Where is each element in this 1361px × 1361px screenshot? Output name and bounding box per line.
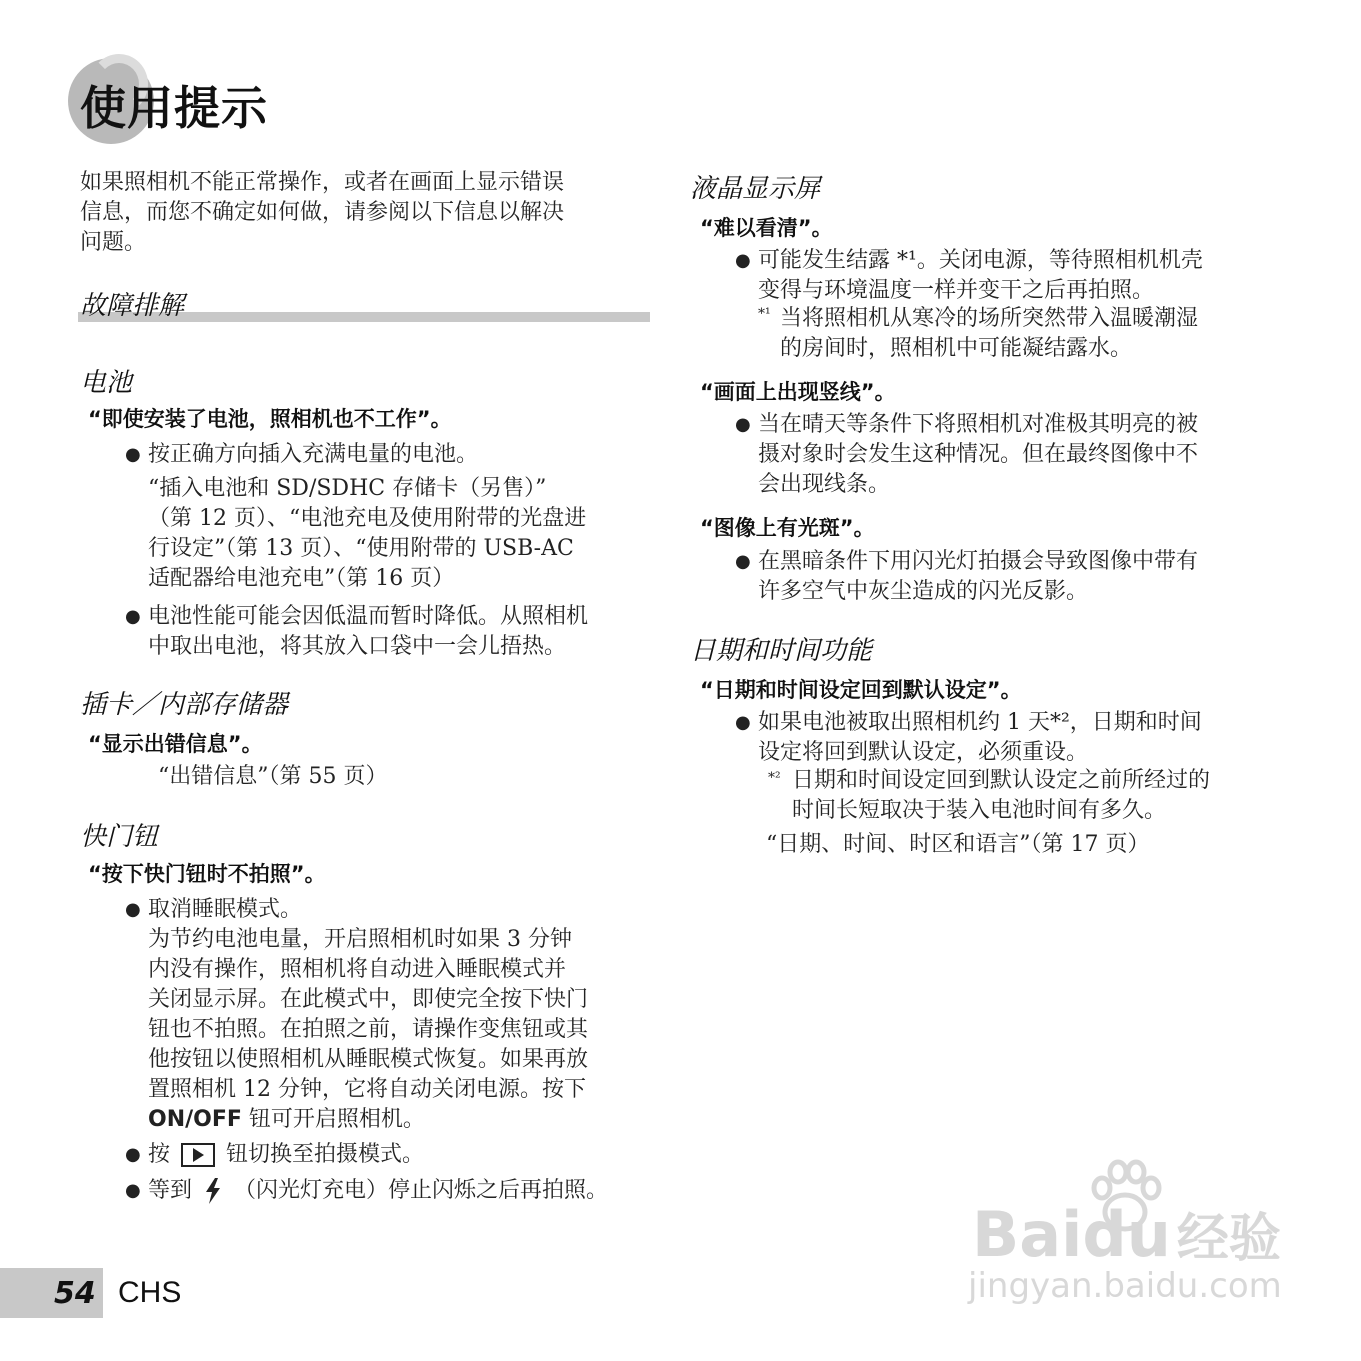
lcd-bullet-3-line: 在黑暗条件下用闪光灯拍摄会导致图像中带有 (758, 549, 1199, 574)
lcd-bullet-2-line: 当在晴天等条件下将照相机对准极其明亮的被 (758, 412, 1199, 437)
shutter-bullet-3 (148, 1176, 608, 1206)
lcd-bullet-1 (758, 246, 1203, 306)
watermark-brand-cn: 经验 (1176, 1209, 1281, 1269)
onoff-button-label: ON/OFF (148, 1107, 242, 1132)
intro-line: 问题。 (80, 230, 147, 255)
playback-button-icon (181, 1143, 215, 1167)
datetime-note-line: 时间长短取决于装入电池时间有多久。 (792, 798, 1167, 823)
lcd-heading: 液晶显示屏 (690, 174, 821, 204)
lcd-bullet-3 (758, 547, 1198, 607)
shutter-heading: 快门钮 (80, 822, 159, 852)
page-title-block (68, 58, 368, 150)
shutter-detail-line: 他按钮以使照相机从睡眠模式恢复。如果再放 (148, 1047, 589, 1072)
intro-line: 如果照相机不能正常操作，或者在画面上显示错误 (80, 170, 565, 195)
shutter-detail-line: 为节约电池电量，开启照相机时如果 3 分钟 (148, 927, 572, 952)
battery-question: “即使安装了电池，照相机也不工作”。 (88, 407, 452, 431)
watermark-url: jingyan.baidu.com (968, 1266, 1282, 1306)
shutter-bullet-2-pre: 按 (148, 1142, 171, 1167)
datetime-bullet-line: 如果电池被取出照相机约 1 天*²，日期和时间 (758, 710, 1202, 735)
shutter-bullet-1 (148, 895, 588, 1135)
shutter-bullet-1-text: 取消睡眠模式。 (148, 897, 303, 922)
datetime-ref: “日期、时间、时区和语言”（第 17 页） (766, 832, 1150, 857)
battery-bullet-1-text: 按正确方向插入充满电量的电池。 (148, 442, 479, 467)
shutter-bullet-3-pre: 等到 (148, 1178, 193, 1203)
shutter-detail-line: 内没有操作，照相机将自动进入睡眠模式并 (148, 957, 567, 982)
shutter-detail-line: 关闭显示屏。在此模式中，即使完全按下快门 (148, 987, 589, 1012)
bullet-icon: ● (735, 551, 751, 572)
troubleshooting-heading: 故障排解 (80, 291, 185, 321)
bullet-icon: ● (125, 1180, 141, 1201)
intro-line: 信息，而您不确定如何做，请参阅以下信息以解决 (80, 200, 565, 225)
page-number: 54 (54, 1276, 96, 1311)
language-label: CHS (118, 1276, 182, 1309)
lcd-question-1: “难以看清”。 (700, 216, 833, 240)
bullet-icon: ● (125, 444, 141, 465)
battery-bullet-2-line: 电池性能可能会因低温而暂时降低。从照相机 (148, 604, 589, 629)
flash-icon (203, 1178, 223, 1204)
card-question: “显示出错信息”。 (88, 732, 263, 756)
battery-ref-line: （第 12 页）、“电池充电及使用附带的光盘进 (148, 506, 587, 531)
card-ref: “出错信息”（第 55 页） (158, 764, 388, 789)
battery-bullet-2 (148, 602, 588, 662)
lcd-bullet-2-line: 会出现线条。 (758, 472, 891, 497)
lcd-bullet-2-line: 摄对象时会发生这种情况。但在最终图像中不 (758, 442, 1199, 467)
intro-text (80, 168, 564, 258)
battery-ref-line: “插入电池和 SD/SDHC 存储卡（另售）” (148, 476, 547, 501)
datetime-question: “日期和时间设定回到默认设定”。 (700, 678, 1022, 702)
lcd-bullet-2 (758, 410, 1198, 500)
shutter-question: “按下快门钮时不拍照”。 (88, 862, 326, 886)
battery-bullet-2-line: 中取出电池，将其放入口袋中一会儿捂热。 (148, 634, 567, 659)
battery-heading: 电池 (80, 368, 133, 398)
shutter-detail-line: 置照相机 12 分钟，它将自动关闭电源。按下 (148, 1077, 586, 1102)
bullet-icon: ● (125, 899, 141, 920)
shutter-detail-line: 钮也不拍照。在拍照之前，请操作变焦钮或其 (148, 1017, 589, 1042)
lcd-bullet-1-line: 可能发生结露 *¹。关闭电源，等待照相机机壳 (758, 248, 1203, 273)
lcd-note-line: 当将照相机从寒冷的场所突然带入温暖潮湿 (780, 306, 1199, 331)
card-heading: 插卡／内部存储器 (80, 690, 289, 720)
page-title: 使用提示 (80, 81, 268, 135)
onoff-tail: 钮可开启照相机。 (241, 1107, 425, 1132)
watermark-brand-part: Bai (972, 1198, 1083, 1271)
battery-ref-line: 适配器给电池充电”（第 16 页） (148, 566, 455, 591)
battery-ref-line: 行设定”（第 13 页）、“使用附带的 USB-AC (148, 536, 574, 561)
datetime-bullet (758, 708, 1202, 768)
bullet-icon: ● (735, 250, 751, 271)
datetime-heading: 日期和时间功能 (690, 636, 873, 666)
shutter-bullet-3-post: （闪光灯充电）停止闪烁之后再拍照。 (234, 1178, 609, 1203)
bullet-icon: ● (735, 712, 751, 733)
lcd-bullet-3-line: 许多空气中灰尘造成的闪光反影。 (758, 579, 1089, 604)
bullet-icon: ● (735, 414, 751, 435)
bullet-icon: ● (125, 606, 141, 627)
watermark-brand (972, 1196, 1281, 1271)
shutter-onoff-line (148, 1105, 588, 1135)
shutter-bullet-2 (148, 1140, 424, 1170)
battery-bullet-1 (148, 440, 586, 594)
lcd-note (780, 304, 1198, 364)
shutter-bullet-2-post: 钮切换至拍摄模式。 (226, 1142, 425, 1167)
watermark-brand-part: du (1082, 1198, 1171, 1271)
lcd-bullet-1-line: 变得与环境温度一样并变干之后再拍照。 (758, 278, 1155, 303)
datetime-note-line: 日期和时间设定回到默认设定之前所经过的 (792, 768, 1211, 793)
datetime-bullet-line: 设定将回到默认设定，必须重设。 (758, 740, 1089, 765)
lcd-note-line: 的房间时，照相机中可能凝结露水。 (780, 336, 1133, 361)
lcd-note-mark: *¹ (758, 306, 771, 322)
lcd-question-3: “图像上有光斑”。 (700, 516, 875, 540)
lcd-question-2: “画面上出现竖线”。 (700, 380, 896, 404)
datetime-note-mark: *² (768, 770, 781, 786)
bullet-icon: ● (125, 1144, 141, 1165)
datetime-note (792, 766, 1210, 826)
